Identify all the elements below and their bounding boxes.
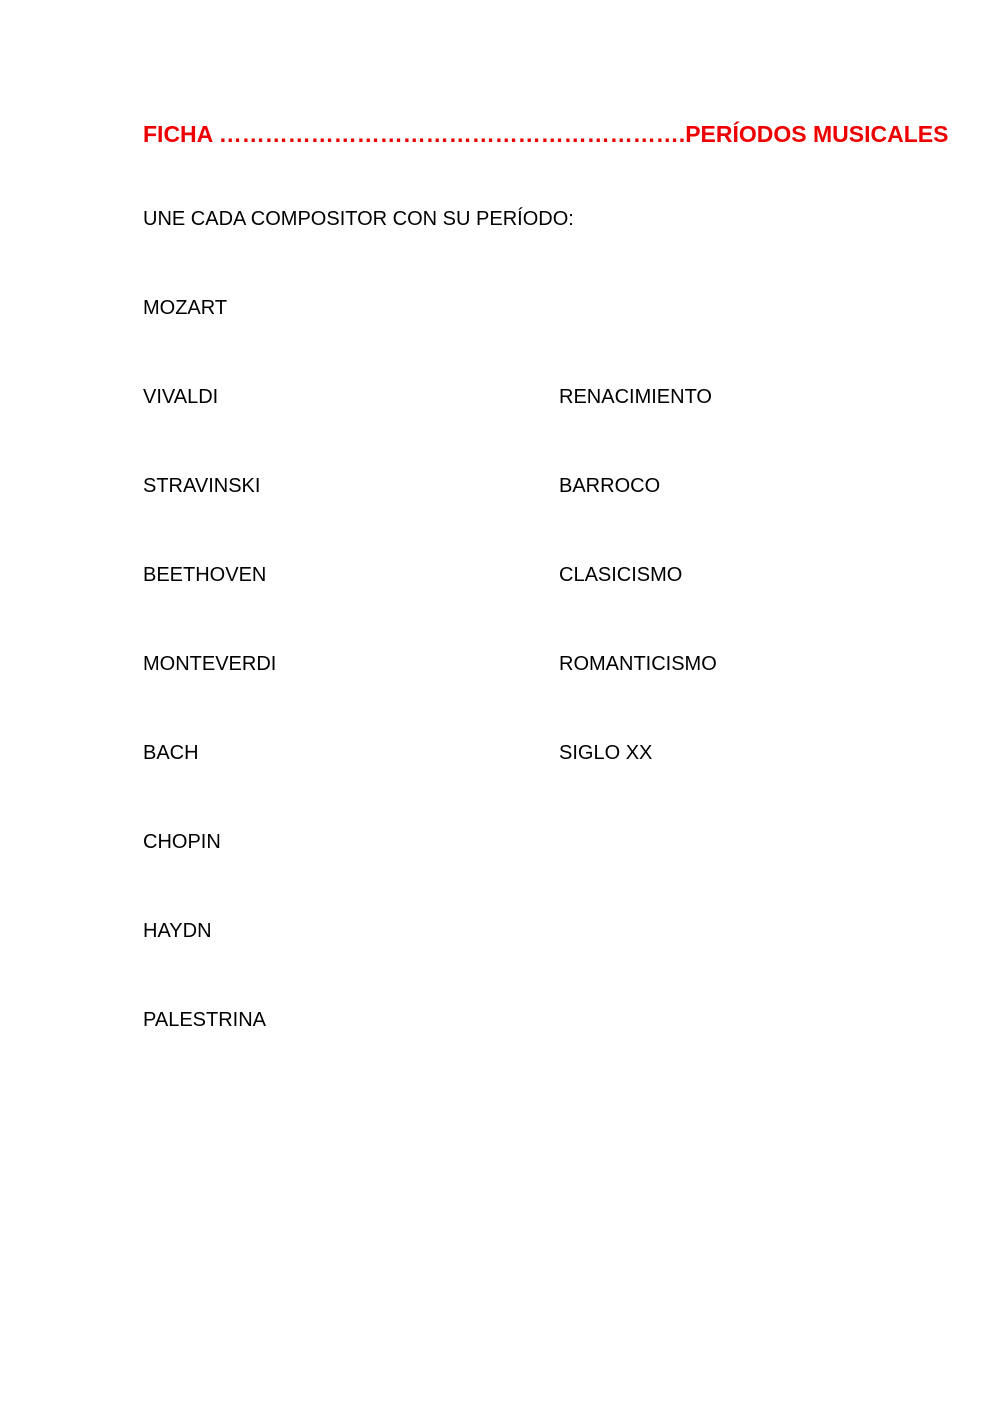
period-item[interactable]: RENACIMIENTO: [559, 386, 712, 408]
period-item[interactable]: ROMANTICISMO: [559, 653, 717, 675]
composer-item[interactable]: STRAVINSKI: [143, 475, 261, 497]
period-item[interactable]: SIGLO XX: [559, 742, 653, 764]
composer-item[interactable]: BACH: [143, 742, 199, 764]
instruction-text: UNE CADA COMPOSITOR CON SU PERÍODO:: [143, 208, 574, 230]
worksheet-title: FICHA …………………………………………………….PERÍODOS MUSICALES: [143, 121, 949, 147]
period-item[interactable]: CLASICISMO: [559, 564, 683, 586]
composer-item[interactable]: MONTEVERDI: [143, 653, 277, 675]
composer-item[interactable]: BEETHOVEN: [143, 564, 267, 586]
composer-item[interactable]: VIVALDI: [143, 386, 219, 408]
composer-item[interactable]: PALESTRINA: [143, 1009, 266, 1031]
period-list: [559, 385, 717, 830]
composer-list: [143, 296, 276, 1097]
composer-item[interactable]: CHOPIN: [143, 831, 221, 853]
period-item[interactable]: BARROCO: [559, 475, 661, 497]
composer-item[interactable]: MOZART: [143, 297, 228, 319]
composer-item[interactable]: HAYDN: [143, 920, 212, 942]
